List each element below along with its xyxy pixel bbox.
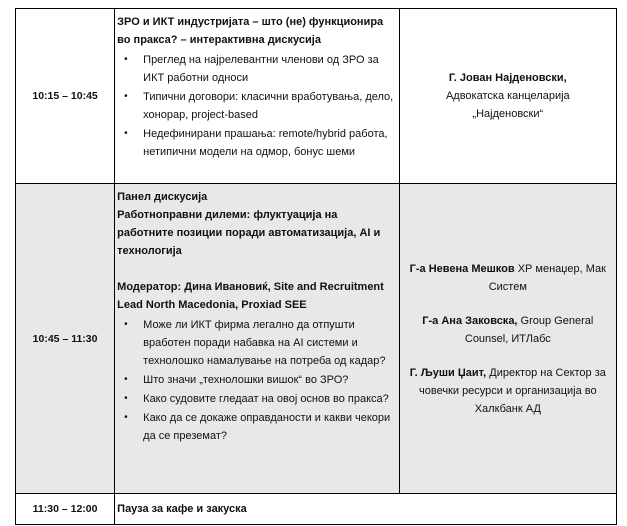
session-title: Работноправни дилеми: флуктуација на работните позиции поради автоматизација, AI и технологија — [117, 209, 381, 257]
bullet-icon: • — [124, 128, 128, 139]
bullet-icon: • — [124, 91, 128, 102]
session-topic — [115, 9, 399, 184]
bullet-list — [117, 51, 396, 161]
bullet-icon: • — [124, 412, 128, 423]
bullet-list — [117, 316, 396, 445]
list-item — [117, 390, 396, 408]
agenda-row-1 — [16, 9, 617, 184]
list-item-text: Преглед на најрелевантни членови од ЗРО за ИКТ работни односи — [143, 54, 379, 84]
list-item-text: Недефинирани прашања: remote/hybrid работа, нетипични модели на одмор, бонус шеми — [143, 128, 388, 158]
session-speakers — [399, 184, 616, 494]
speaker — [402, 364, 614, 418]
list-item-text: Што значи „технолошки вишок“ во ЗРО? — [143, 374, 349, 386]
agenda-row-2 — [16, 184, 617, 494]
list-item-text: Како судовите гледаат на овој основ во пракса? — [143, 393, 389, 405]
speaker — [402, 260, 614, 296]
session-speakers — [399, 9, 616, 184]
speaker-role: Директор на Сектор за човечки ресурси и организација во Халкбанк АД — [419, 366, 606, 415]
list-item — [117, 51, 396, 87]
speaker-name: Г-а Ана Заковска, — [422, 314, 518, 327]
session-topic — [115, 184, 399, 494]
speaker-name: Г. Љуши Џаит, — [409, 366, 487, 379]
list-item — [117, 371, 396, 389]
speaker-role: Group General Counsel, ИТЛабс — [464, 314, 594, 345]
spacer — [117, 260, 396, 278]
agenda-row-3 — [16, 494, 617, 525]
speaker-org: Адвокатска канцеларија — [445, 90, 570, 102]
speaker-role: ХР менаџер, Мак Систем — [488, 262, 606, 293]
bullet-icon: • — [124, 319, 128, 330]
session-time: 10:45 – 11:30 — [16, 184, 115, 494]
speaker — [402, 312, 614, 348]
speaker-org-name: „Најденовски“ — [472, 108, 544, 120]
list-item — [117, 88, 396, 124]
session-time: 10:15 – 10:45 — [16, 9, 115, 184]
session-title: ЗРО и ИКТ индустријата – што (не) функционира во пракса? – интерактивна дискусија — [117, 16, 384, 46]
session-time: 11:30 – 12:00 — [16, 494, 115, 525]
session-title: Пауза за кафе и закуска — [115, 494, 617, 525]
list-item — [117, 316, 396, 370]
speaker-name: Г. Јован Најденовски, — [448, 72, 567, 84]
list-item-text: Може ли ИКТ фирма легално да отпушти вработен поради набавка на AI системи и технолошко намалување на потреба од кадар? — [143, 319, 386, 367]
moderator: Модератор: Дина Ивановиќ, Site and Recruitment Lead North Macedonia, Proxiad SEE — [117, 281, 384, 311]
bullet-icon: • — [124, 393, 128, 404]
list-item — [117, 409, 396, 445]
bullet-icon: • — [124, 54, 128, 65]
speaker-name: Г-а Невена Мешков — [409, 262, 515, 275]
panel-label: Панел дискусија — [117, 191, 208, 203]
list-item — [117, 125, 396, 161]
bullet-icon: • — [124, 374, 128, 385]
list-item-text: Типични договори: класични вработувања, дело, хонорар, project-based — [143, 91, 394, 121]
list-item-text: Како да се докаже оправданости и какви чекори да се преземат? — [143, 412, 391, 442]
agenda-table — [15, 8, 617, 525]
